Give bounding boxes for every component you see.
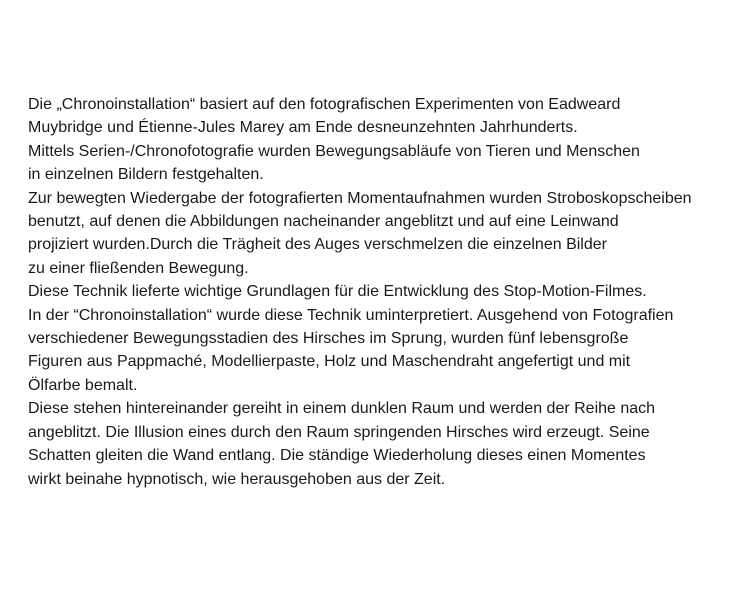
text-line: angeblitzt. Die Illusion eines durch den Raum springenden Hirsches wird erzeugt. Seine — [28, 423, 650, 441]
text-line: Schatten gleiten die Wand entlang. Die ständige Wiederholung dieses einen Momentes — [28, 447, 646, 465]
text-line: Ölfarbe bemalt. — [28, 376, 138, 394]
text-line: Diese Technik lieferte wichtige Grundlagen für die Entwicklung des Stop-Motion-Filmes. — [28, 283, 647, 301]
text-line: Figuren aus Pappmaché, Modellierpaste, Holz und Maschendraht angefertigt und mit — [28, 353, 631, 371]
article-text — [28, 93, 728, 491]
text-line: Diese stehen hintereinander gereiht in einem dunklen Raum und werden der Reihe nach — [28, 400, 656, 418]
text-line: zu einer fließenden Bewegung. — [28, 259, 249, 277]
text-line: verschiedener Bewegungsstadien des Hirsches im Sprung, wurden fünf lebensgroße — [28, 330, 629, 348]
text-line: benutzt, auf denen die Abbildungen nacheinander angeblitzt und auf eine Leinwand — [28, 213, 619, 231]
text-line: Muybridge und Étienne-Jules Marey am Ende desneunzehnten Jahrhunderts. — [28, 119, 578, 137]
text-line: wirkt beinahe hypnotisch, wie herausgehoben aus der Zeit. — [28, 470, 446, 488]
text-line: Zur bewegten Wiedergabe der fotografierten Momentaufnahmen wurden Stroboskopscheiben — [28, 189, 692, 207]
text-line: Die „Chronoinstallation“ basiert auf den fotografischen Experimenten von Eadweard — [28, 96, 621, 113]
text-line: In der “Chronoinstallation“ wurde diese Technik uminterpretiert. Ausgehend von Fotografien — [28, 306, 674, 324]
text-line: projiziert wurden.Durch die Trägheit des Auges verschmelzen die einzelnen Bilder — [28, 236, 607, 254]
text-line: Mittels Serien-/Chronofotografie wurden Bewegungsabläufe von Tieren und Menschen — [28, 142, 640, 160]
text-line: in einzelnen Bildern festgehalten. — [28, 166, 264, 184]
